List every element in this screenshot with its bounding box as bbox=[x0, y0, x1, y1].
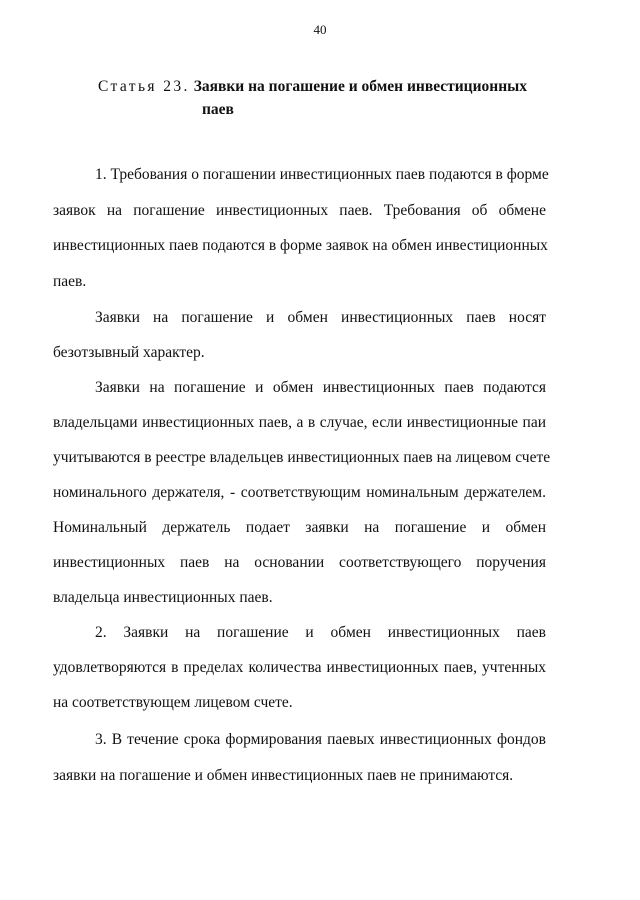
paragraph-line: безотзывный характер. bbox=[53, 344, 205, 361]
paragraph-line: 2. Заявки на погашение и обмен инвестиционных паев bbox=[95, 624, 546, 641]
page-number: 40 bbox=[313, 22, 327, 37]
paragraph-line: владельцами инвестиционных паев, а в случае, если инвестиционные паи bbox=[53, 414, 546, 431]
paragraph-line: паев. bbox=[53, 273, 87, 290]
paragraph-line: инвестиционных паев подаются в форме заявок на обмен инвестиционных bbox=[53, 237, 548, 254]
article-prefix: Статья 23. bbox=[98, 78, 190, 95]
paragraph-line: 3. В течение срока формирования паевых инвестиционных фондов bbox=[95, 731, 546, 748]
article-title-line1: Заявки на погашение и обмен инвестиционных bbox=[193, 78, 528, 95]
paragraph-line: на соответствующем лицевом счете. bbox=[53, 694, 293, 711]
paragraph-line: Заявки на погашение и обмен инвестиционных паев носят bbox=[95, 309, 546, 326]
article-title-line2: паев bbox=[202, 101, 234, 118]
article-heading bbox=[98, 76, 558, 98]
paragraph-line: номинального держателя, - соответствующим номинальным держателем. bbox=[53, 484, 546, 501]
paragraph-line: 1. Требования о погашении инвестиционных паев подаются в форме bbox=[95, 166, 549, 183]
paragraph-line: Заявки на погашение и обмен инвестиционных паев подаются bbox=[95, 379, 546, 396]
paragraph-line: Номинальный держатель подает заявки на погашение и обмен bbox=[53, 519, 546, 536]
paragraph-line: инвестиционных паев на основании соответствующего поручения bbox=[53, 554, 546, 571]
paragraph-line: владельца инвестиционных паев. bbox=[53, 589, 273, 606]
paragraph-line: учитываются в реестре владельцев инвестиционных паев на лицевом счете bbox=[53, 449, 551, 466]
paragraph-line: заявок на погашение инвестиционных паев. Требования об обмене bbox=[53, 202, 546, 219]
paragraph-line: удовлетворяются в пределах количества инвестиционных паев, учтенных bbox=[53, 659, 546, 676]
paragraph-line: заявки на погашение и обмен инвестиционных паев не принимаются. bbox=[53, 767, 514, 784]
